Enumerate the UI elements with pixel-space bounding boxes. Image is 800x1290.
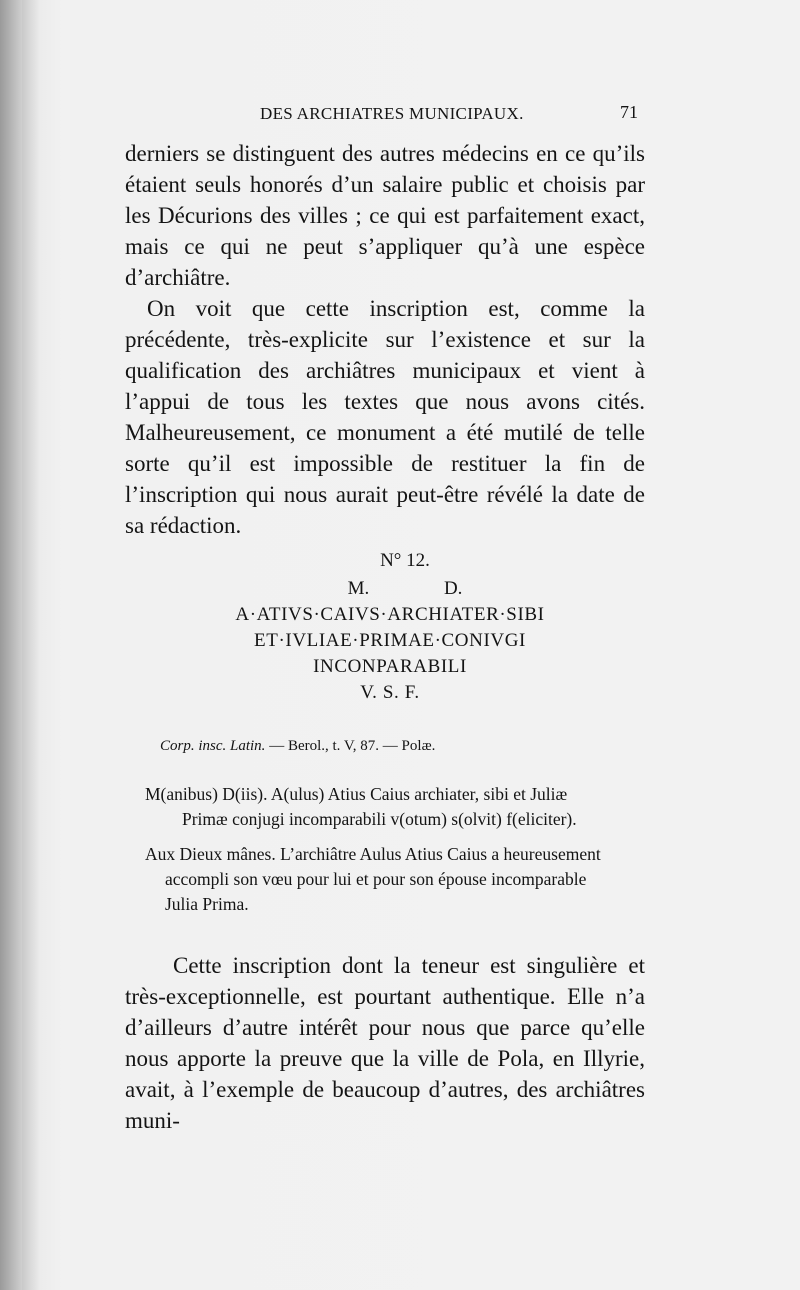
source-citation xyxy=(160,738,435,755)
inscription-line-1: M. D. xyxy=(347,578,463,599)
book-gutter xyxy=(0,0,22,1290)
translation-line-2: accompli son vœu pour lui et pour son épouse incomparable xyxy=(165,869,587,889)
source-title: Corp. insc. Latin. xyxy=(160,738,266,754)
paragraph-authenticity: Cette inscription dont la teneur est singulière et très-exceptionnelle, est pourtant authentique. Elle n’a d’ailleurs d’autre intérêt pour nous que parce qu’elle nous apporte la preuve que la ville de Pola, en Illyrie, avait, à l’exemple de beaucoup d’autres, des archiâtres muni- xyxy=(125,953,645,1133)
inscription-line-2: A·ATIVS·CAIVS·ARCHIATER·SIBI xyxy=(235,604,545,625)
translation-line-3: Julia Prima. xyxy=(165,894,249,914)
running-head: DES ARCHIATRES MUNICIPAUX. xyxy=(260,104,524,123)
inscription-line-3: ET·IVLIAE·PRIMAE·CONIVGI xyxy=(254,630,526,651)
source-reference: — Berol., t. V, 87. — Polæ. xyxy=(265,738,436,754)
inscription-line-4: INCONPARABILI xyxy=(313,656,467,677)
inscription-line-5: V. S. F. xyxy=(360,682,420,703)
inscription-number: N° 12. xyxy=(380,550,430,571)
paragraph-inscription-commentary: On voit que cette inscription est, comme la précédente, très-explicite sur l’existence et sur la qualification des archiâtres municipaux et vient à l’appui de tous les textes que nous avons cités. Malheureusement, ce monument a été mutilé de telle sorte qu’il est impossible de restituer la fin de l’inscription qui nous aurait peut-être révélé la date de sa rédaction. xyxy=(125,296,645,538)
transliteration-line-1: M(anibus) D(iis). A(ulus) Atius Caius archiater, sibi et Juliæ xyxy=(145,784,568,804)
transliteration xyxy=(145,782,665,832)
page-header xyxy=(0,100,800,124)
translation-line-1: Aux Dieux mânes. L’archiâtre Aulus Atius Caius a heureusement xyxy=(145,844,601,864)
french-translation xyxy=(145,842,665,917)
paragraph-continuation: derniers se distinguent des autres médecins en ce qu’ils étaient seuls honorés d’un salaire public et choisis par les Décurions des villes ; ce qui est parfaitement exact, mais ce qui ne peut s’appliquer qu’à une espèce d’archiâtre. xyxy=(125,141,645,290)
inscription-block xyxy=(230,546,550,706)
transliteration-line-2: Primæ conjugi incomparabili v(otum) s(olvit) f(eliciter). xyxy=(182,809,577,829)
page-number: 71 xyxy=(620,102,638,122)
